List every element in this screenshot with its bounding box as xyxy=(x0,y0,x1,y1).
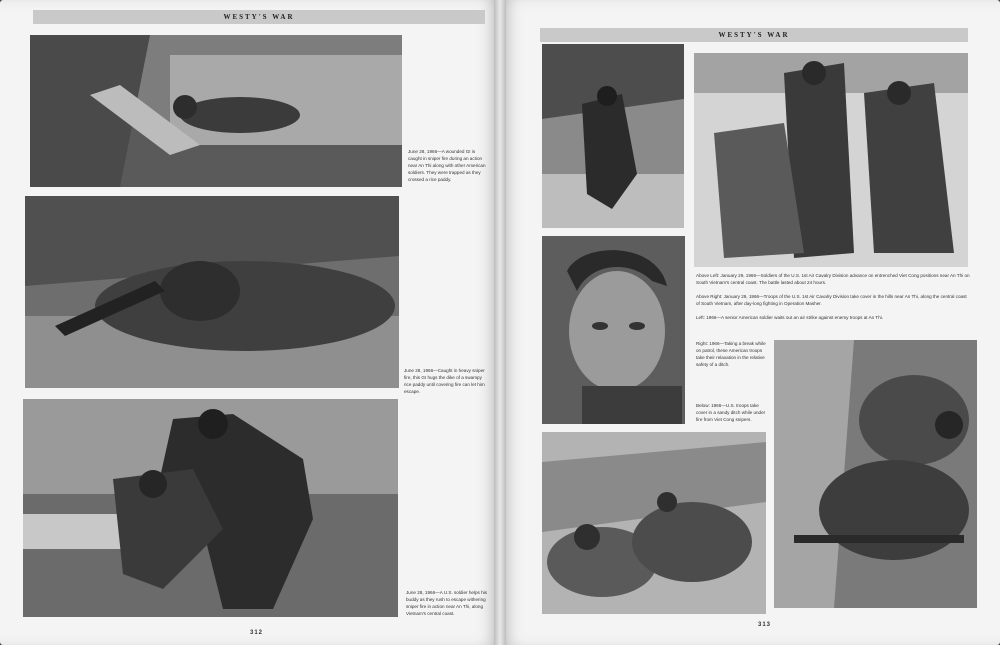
caption-right: Right: 1966—Taking a break while on patrol, these American troops take their relaxation in the relative safety of a ditch. xyxy=(696,341,766,367)
photo-soldier-helps-buddy xyxy=(23,399,398,617)
photo-troops-sandy-ditch xyxy=(542,432,766,614)
caption-below: Below: 1966—U.S. troops take cover in a sandy ditch while under fire from Viet Cong snipers. xyxy=(696,403,766,422)
book-gutter xyxy=(494,0,506,645)
caption-photo-2: June 28, 1966—Caught in heavy sniper fire, this GI hugs the dike of a swampy rice paddy until covering fire can let him escape. xyxy=(404,368,485,394)
caption-photo-1: June 28, 1966—A wounded GI is caught in sniper fire during an action near An Thi along with other American soldiers. They were trapped as they crossed a rice paddy. xyxy=(408,149,486,182)
photo-troops-take-cover-hills xyxy=(694,53,968,267)
caption-above-left: Above Left: January 29, 1966—Soldiers of the U.S. 1st Air Cavalry Division advance on entrenched Viet Cong positions near An Thi on South Vietnam's central coast. The battle lasted about 24 hours. xyxy=(696,273,970,285)
caption-left: Left: 1966—A senior American soldier waits out an air strike against enemy troops at An Thi. xyxy=(696,315,884,320)
page-number-left: 312 xyxy=(250,630,264,636)
right-page xyxy=(500,0,1000,645)
photo-wounded-gi-rice-paddy xyxy=(30,35,402,187)
photo-senior-soldier-portrait xyxy=(542,236,685,424)
running-header-right: WESTY'S WAR xyxy=(540,28,968,42)
caption-photo-3: June 28, 1966—A U.S. soldier helps his buddy as they rush to escape withering sniper fire in action near An Thi, along Vietnam's central coast. xyxy=(406,590,487,616)
photo-gi-hugging-dike xyxy=(25,196,399,388)
caption-above-right: Above Right: January 29, 1966—Troops of the U.S. 1st Air Cavalry Division take cover in the hills near An Thi, along the central coast of South Vietnam, after day-long fighting in Operation Masher. xyxy=(696,294,967,306)
photo-troops-resting-ditch xyxy=(774,340,977,608)
page-number-right: 313 xyxy=(758,622,772,628)
photo-cavalry-advance xyxy=(542,44,684,228)
running-header-left: WESTY'S WAR xyxy=(33,10,485,24)
